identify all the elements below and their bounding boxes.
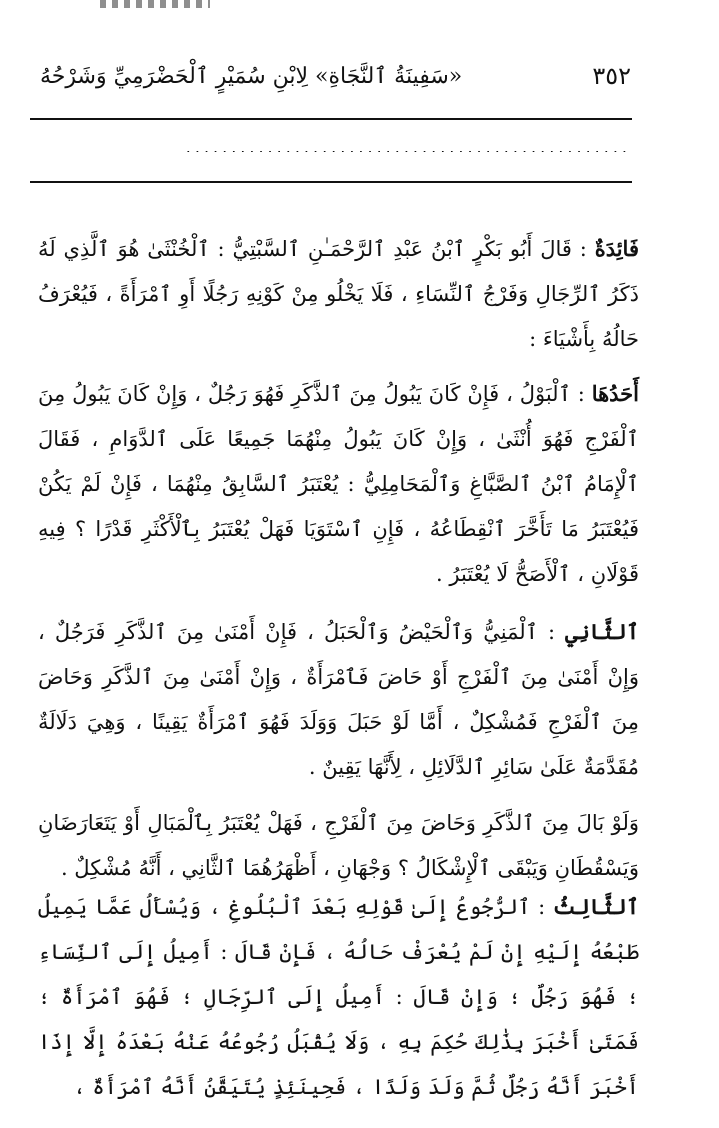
paragraph-faida xyxy=(38,226,639,362)
paragraph-lead: ٱلثَّالِثُ xyxy=(552,894,639,919)
paragraph-text: : ٱلْمَنِيُّ وَٱلْحَيْضُ وَٱلْحَبَلُ ، فَإِنْ أَمْنَىٰ مِنَ ٱلذَّكَرِ فَرَجُلٌ ، وَإِنْ أَمْنَىٰ مِنَ ٱلْفَرْجِ أَوْ حَاضَ فَٱمْرَأَةٌ ، وَإِنْ أَمْنَىٰ مِنَ ٱلذَّكَرِ وَحَاضَ مِنَ ٱلْفَرْجِ فَمُشْكِلٌ ، أَمَّا لَوْ حَبَلَ وَوَلَدَ فَهُوَ ٱمْرَأَةٌ يَقِينًا ، وَهِيَ دَلَالَةٌ مُقَدَّمَةٌ عَلَىٰ سَائِرِ ٱلدَّلَائِلِ ، لِأَنَّهَا يَقِينٌ . xyxy=(38,620,639,779)
paragraph-text: : ٱلرُّجُوعُ إِلَىٰ قَوْلِهِ بَعْدَ ٱلْبُلُوغِ ، وَيُسْأَلُ عَمَّا يَمِيلُ طَبْعُهُ إِلَيْهِ إِنْ لَمْ يُعْرَفْ حَالُهُ ، فَإِنْ قَالَ : أَمِيلُ إِلَى ٱلنِّسَاءِ ؛ فَهُوَ رَجُلٌ ؛ وَإِنْ قَالَ : أَمِيلُ إِلَى ٱلرِّجَالِ ؛ فَهُوَ ٱمْرَأَةٌ ؛ فَمَتَىٰ أَخْبَرَ بِذَٰلِكَ حُكِمَ بِهِ ، وَلَا يُقْبَلُ رُجُوعُهُ عَنْهُ بَعْدَهُ إِلَّا إِذَا أَخْبَرَ أَنَّهُ رَجُلٌ ثُمَّ وَلَدَ وَلَدًا ، فَحِينَئِذٍ يُتَيَقَّنُ أَنَّهُ ٱمْرَأَةٌ ، xyxy=(38,895,639,1099)
header-rule xyxy=(30,118,632,120)
dotted-separator: ................................................. xyxy=(185,138,631,152)
page-header xyxy=(40,60,631,100)
running-title: «سَفِينَةُ ٱلنَّجَاةِ» لِابْنِ سُمَيْرٍ ٱلْحَضْرَمِيِّ وَشَرْحُهُ xyxy=(40,64,463,89)
paragraph-text: وَلَوْ بَالَ مِنَ ٱلذَّكَرِ وَحَاضَ مِنَ ٱلْفَرْجِ ، فَهَلْ يُعْتَبَرُ بِٱلْمَبَالِ أَوْ يَتَعَارَضَانِ وَيَسْقُطَانِ وَيَبْقَى ٱلْإِشْكَالُ ؟ وَجْهَانِ ، أَظْهَرُهُمَا ٱلثَّانِي ، أَنَّهُ مُشْكِلٌ . xyxy=(38,811,639,880)
paragraph-text: : قَالَ أَبُو بَكْرٍ ٱبْنُ عَبْدِ ٱلرَّحْمَـٰنِ ٱلسَّبْتِيُّ : ٱلْخُنْثَىٰ هُوَ ٱلَّذِي لَهُ ذَكَرُ ٱلرِّجَالِ وَفَرْجُ ٱلنِّسَاءِ ، فَلَا يَخْلُو مِنْ كَوْنِهِ رَجُلًا أَوِ ٱمْرَأَةً ، فَيُعْرَفُ حَالُهُ بِأَشْيَاءَ : xyxy=(38,237,639,351)
paragraph-third xyxy=(38,884,639,1110)
scan-artifact xyxy=(100,0,210,8)
paragraph-lead: فَائِدَةٌ xyxy=(594,236,639,261)
page-number: ٣٥٢ xyxy=(592,62,631,90)
paragraph-lead: ٱلثَّانِي xyxy=(565,619,639,644)
paragraph-second xyxy=(38,609,639,790)
paragraph-first xyxy=(38,371,639,597)
paragraph-urination-note xyxy=(38,801,639,891)
separator-rule xyxy=(30,181,632,183)
paragraph-lead: أَحَدُهَا xyxy=(591,381,639,406)
paragraph-text: : ٱلْبَوْلُ ، فَإِنْ كَانَ يَبُولُ مِنَ ٱلذَّكَرِ فَهُوَ رَجُلٌ ، وَإِنْ كَانَ يَبُولُ مِنَ ٱلْفَرْجِ فَهُوَ أُنْثَىٰ ، وَإِنْ كَانَ يَبُولُ مِنْهُمَا جَمِيعًا عَلَى ٱلدَّوَامِ ، فَقَالَ ٱلْإِمَامُ ٱبْنُ ٱلصَّبَّاغِ وَٱلْمَحَامِلِيُّ : يُعْتَبَرُ ٱلسَّابِقُ مِنْهُمَا ، فَإِنْ لَمْ يَكُنْ فَيُعْتَبَرُ مَا تَأَخَّرَ ٱنْقِطَاعُهُ ، فَإِنِ ٱسْتَوَيَا فَهَلْ يُعْتَبَرُ بِٱلْأَكْثَرِ قَدْرًا ؟ فِيهِ قَوْلَانِ ، ٱلْأَصَحُّ لَا يُعْتَبَرُ . xyxy=(38,382,639,586)
